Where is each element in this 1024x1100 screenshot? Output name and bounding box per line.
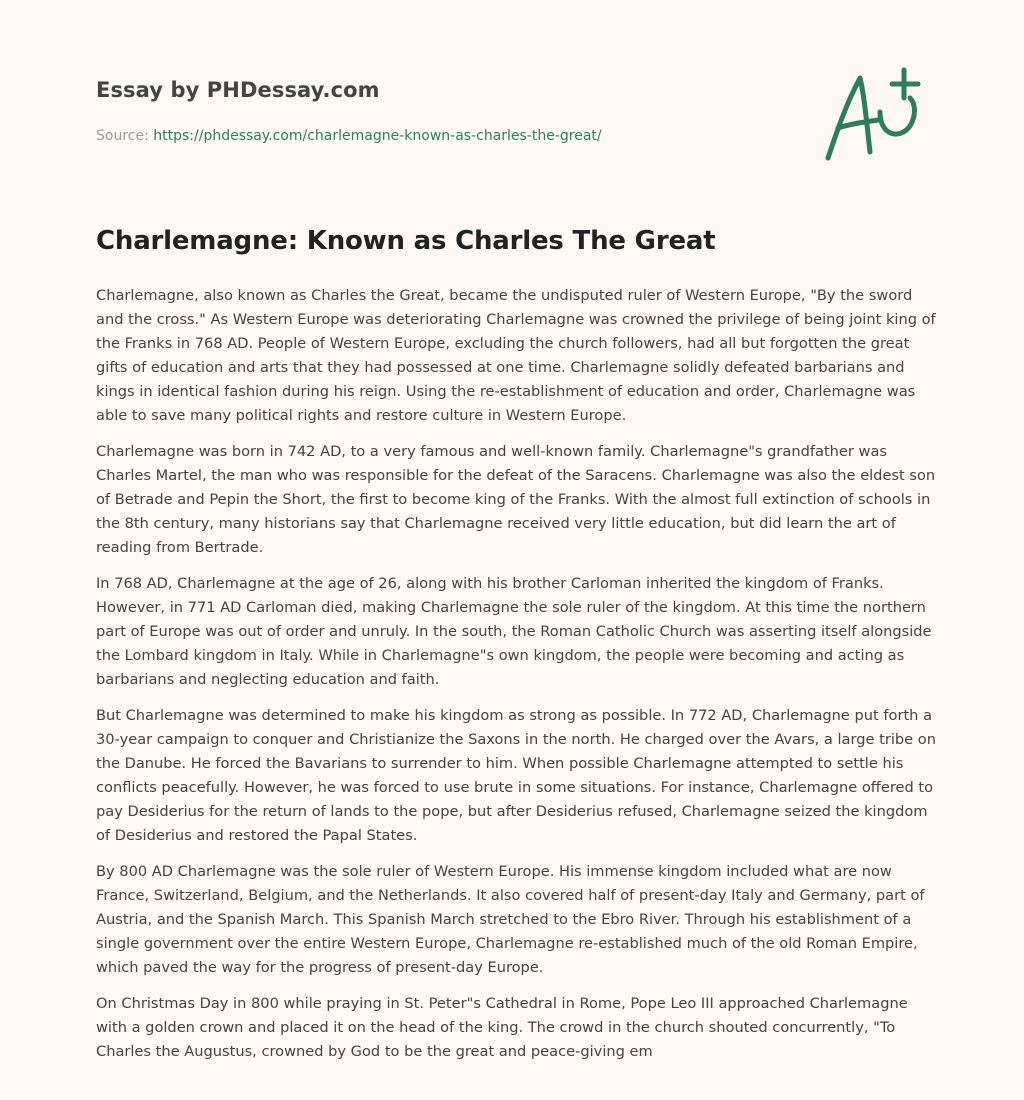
source-link[interactable]: https://phdessay.com/charlemagne-known-as-charles-the-great/	[153, 128, 602, 144]
source-label: Source:	[96, 128, 149, 144]
paragraph: But Charlemagne was determined to make his kingdom as strong as possible. In 772 AD, Charlemagne put forth a 30-year campaign to conquer and Christianize the Saxons in the north. He charged over the Avars, a large tribe on the Danube. He forced the Bavarians to surrender to him. When possible Charlemagne attempted to settle his conflicts peacefully. However, he was forced to use brute in some situations. For instance, Charlemagne offered to pay Desiderius for the return of lands to the pope, but after Desiderius refused, Charlemagne seized the kingdom of Desiderius and restored the Papal States.	[96, 707, 936, 844]
paragraph: By 800 AD Charlemagne was the sole ruler of Western Europe. His immense kingdom included what are now France, Switzerland, Belgium, and the Netherlands. It also covered half of present-day Italy and Germany, part of Austria, and the Spanish March. This Spanish March stretched to the Ebro River. Through his establishment of a single government over the entire Western Europe, Charlemagne re-established much of the old Roman Empire, which paved the way for the progress of present-day Europe.	[96, 863, 925, 976]
article-title: Charlemagne: Known as Charles The Great	[96, 226, 716, 256]
source-line	[96, 128, 796, 144]
paragraph: Charlemagne was born in 742 AD, to a very famous and well-known family. Charlemagne"s grandfather was Charles Martel, the man who was responsible for the defeat of the Saracens. Charlemagne was also the eldest son of Betrade and Pepin the Short, the first to become king of the Franks. With the almost full extinction of schools in the 8th century, many historians say that Charlemagne received very little education, but did learn the art of reading from Bertrade.	[96, 443, 936, 556]
paragraph: In 768 AD, Charlemagne at the age of 26, along with his brother Carloman inherited the kingdom of Franks. However, in 771 AD Carloman died, making Charlemagne the sole ruler of the kingdom. At this time the northern part of Europe was out of order and unruly. In the south, the Roman Catholic Church was asserting itself alongside the Lombard kingdom in Italy. While in Charlemagne"s own kingdom, the people were becoming and acting as barbarians and neglecting education and faith.	[96, 575, 932, 688]
site-title: Essay by PHDessay.com	[96, 78, 380, 102]
header	[96, 78, 796, 144]
paragraph: On Christmas Day in 800 while praying in St. Peter"s Cathedral in Rome, Pope Leo III approached Charlemagne with a golden crown and placed it on the head of the king. The crowd in the church shouted concurrently, "To Charles the Augustus, crowned by God to be the great and peace-giving em	[96, 995, 908, 1060]
article	[96, 226, 936, 1076]
a-plus-logo-icon	[818, 64, 928, 164]
paragraph: Charlemagne, also known as Charles the Great, became the undisputed ruler of Western Europe, "By the sword and the cross." As Western Europe was deteriorating Charlemagne was crowned the privilege of being joint king of the Franks in 768 AD. People of Western Europe, excluding the church followers, had all but forgotten the great gifts of education and arts that they had possessed at one time. Charlemagne solidly defeated barbarians and kings in identical fashion during his reign. Using the re-establishment of education and order, Charlemagne was able to save many political rights and restore culture in Western Europe.	[96, 287, 936, 424]
